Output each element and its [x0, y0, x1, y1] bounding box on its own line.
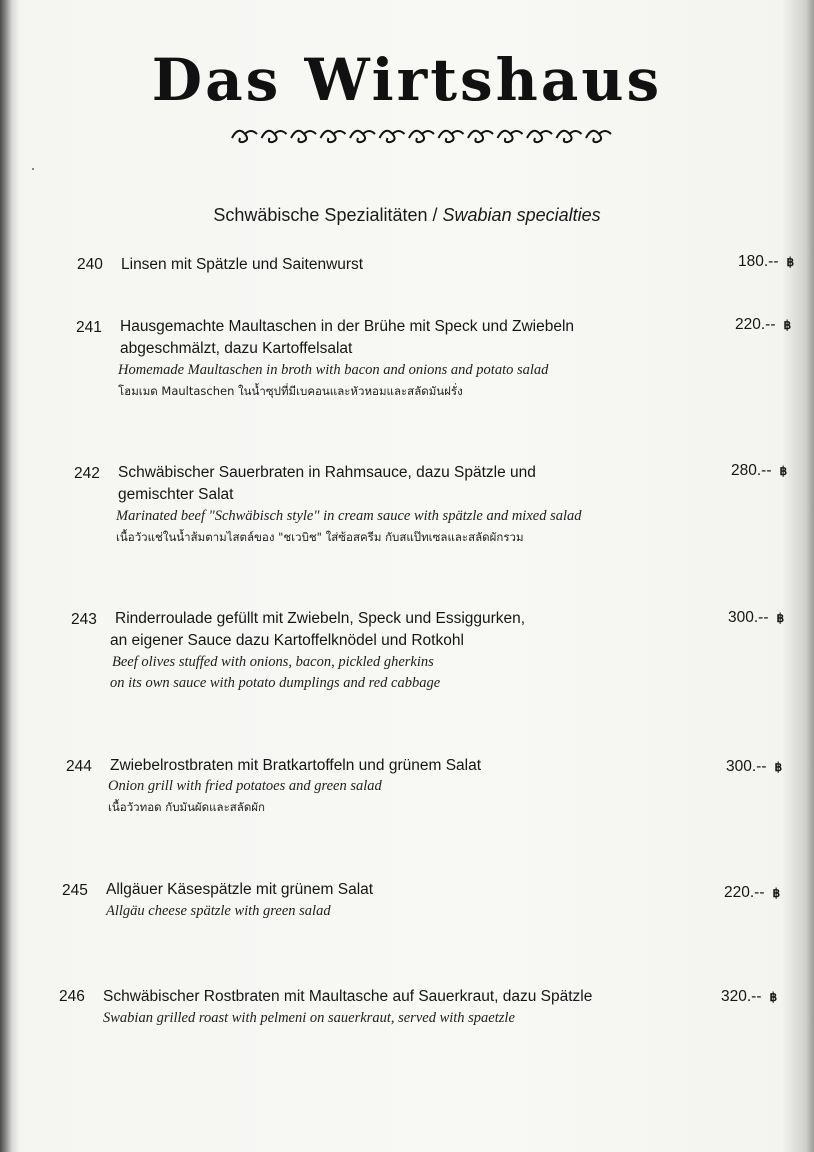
item-name-en: Onion grill with fried potatoes and green salad [108, 778, 382, 794]
ornament-swirl [439, 131, 464, 142]
price-value: 220.-- [724, 884, 765, 901]
item-price [728, 609, 784, 627]
item-name-de: Schwäbischer Rostbraten mit Maultasche auf Sauerkraut, dazu Spätzle [103, 988, 593, 1005]
restaurant-title: Das Wirtshaus [151, 46, 663, 114]
price-value: 180.-- [738, 253, 779, 270]
ornament-swirl [409, 131, 434, 142]
item-name-de-line2: gemischter Salat [118, 486, 234, 503]
paper-speck [32, 168, 34, 170]
ornament-swirl [586, 131, 611, 142]
item-price [735, 316, 791, 334]
baht-symbol: ฿ [783, 318, 792, 332]
price-value: 300.-- [726, 758, 767, 775]
item-name-de: Zwiebelrostbraten mit Bratkartoffeln und grünem Salat [110, 757, 482, 774]
ornament-swirl [380, 131, 405, 142]
item-number: 240 [77, 256, 103, 273]
item-name-de-line2: an eigener Sauce dazu Kartoffelknödel und Rotkohl [110, 632, 464, 649]
baht-symbol: ฿ [772, 886, 781, 900]
item-name-de: Allgäuer Käsespätzle mit grünem Salat [106, 881, 374, 898]
price-value: 300.-- [728, 609, 769, 626]
item-name-th: เนื้อวัวแช่ในน้ำส้มตามไสตล์ของ "ชเวบิช" ใส่ซ้อสครีม กับสแป๊ทเซลและสลัดผักรวม [116, 530, 524, 544]
ornament-swirl [291, 131, 316, 142]
item-name-en: Marinated beef "Schwäbisch style" in cream sauce with spätzle and mixed salad [116, 508, 582, 524]
item-name-de-line1: Rinderroulade gefüllt mit Zwiebeln, Speck und Essiggurken, [115, 610, 526, 627]
item-number: 246 [59, 988, 85, 1005]
price-value: 320.-- [721, 988, 762, 1005]
item-name-th: เนื้อวัวทอด กับมันผัดและสลัดผัก [108, 800, 266, 814]
ornament-swirl [468, 131, 493, 142]
item-name-th: โฮมเมด Maultaschen ในน้ำซุปที่มีเบคอนและหัวหอมและสลัดมันฝรั่ง [118, 384, 463, 398]
item-name-en-line1: Beef olives stuffed with onions, bacon, pickled gherkins [112, 654, 434, 670]
section-title-en: Swabian specialties [442, 205, 601, 225]
ornament-divider [226, 120, 618, 150]
baht-symbol: ฿ [786, 255, 795, 269]
price-value: 220.-- [735, 316, 776, 333]
item-number: 242 [74, 465, 100, 482]
item-name-en-line2: on its own sauce with potato dumplings and red cabbage [110, 675, 441, 691]
item-price [721, 988, 777, 1006]
ornament-swirl [527, 131, 552, 142]
item-price [726, 758, 782, 776]
item-name-de-line1: Hausgemachte Maultaschen in der Brühe mit Speck und Zwiebeln [120, 318, 575, 335]
item-number: 245 [62, 882, 88, 899]
ornament-swirl [498, 131, 523, 142]
section-title-de: Schwäbische Spezialitäten / [213, 205, 438, 225]
ornament-swirl [262, 131, 287, 142]
item-name-en: Swabian grilled roast with pelmeni on sauerkraut, served with spaetzle [103, 1010, 515, 1026]
item-number: 243 [71, 611, 97, 628]
section-heading [0, 205, 814, 226]
item-name-en: Homemade Maultaschen in broth with bacon and onions and potato salad [118, 362, 549, 378]
price-value: 280.-- [731, 462, 772, 479]
item-name-en: Allgäu cheese spätzle with green salad [106, 903, 331, 919]
ornament-swirl [557, 131, 582, 142]
item-price [724, 884, 780, 902]
item-price [738, 253, 794, 271]
item-name-de-line1: Schwäbischer Sauerbraten in Rahmsauce, dazu Spätzle und [118, 464, 536, 481]
ornament-swirl [232, 131, 257, 142]
baht-symbol: ฿ [779, 464, 788, 478]
baht-symbol: ฿ [774, 760, 783, 774]
item-price [731, 462, 787, 480]
ornament-swirl [350, 131, 375, 142]
item-name-de-line2: abgeschmälzt, dazu Kartoffelsalat [120, 340, 353, 357]
baht-symbol: ฿ [776, 611, 785, 625]
item-number: 241 [76, 319, 102, 336]
item-number: 244 [66, 758, 92, 775]
baht-symbol: ฿ [769, 990, 778, 1004]
ornament-swirl [321, 131, 346, 142]
item-name-de: Linsen mit Spätzle und Saitenwurst [121, 256, 364, 273]
